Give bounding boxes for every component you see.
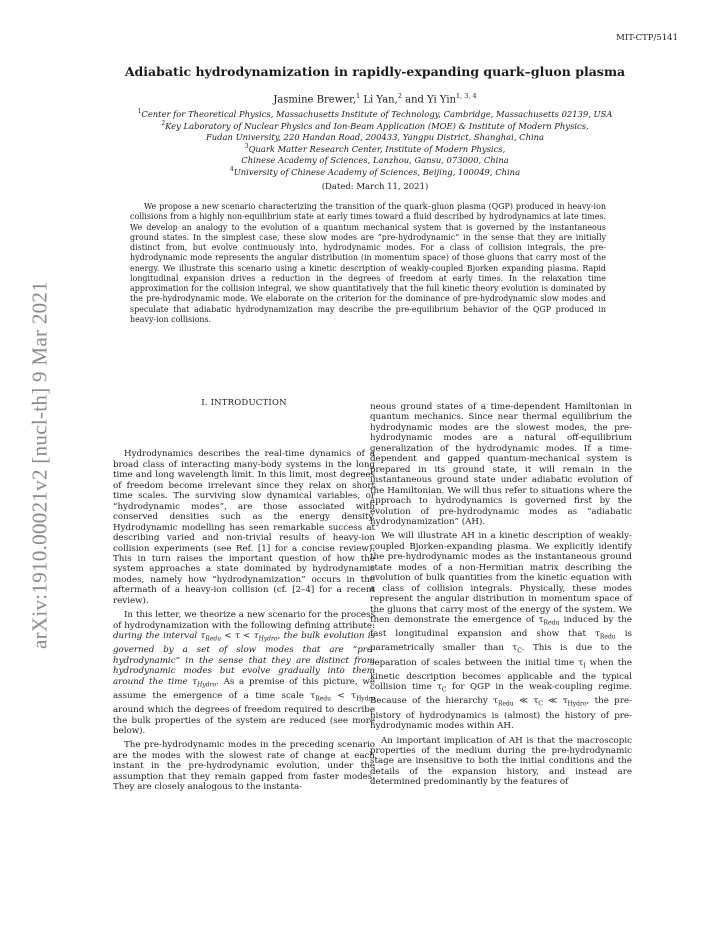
text-span: induced by the fast longitudinal expansion and show that τ bbox=[370, 615, 632, 640]
affiliation-line bbox=[95, 165, 655, 177]
affiliation-mark: 4 bbox=[229, 166, 234, 174]
text-span: , the bulk evolution is governed by a set of slow modes that are “pre-hydrodynamic” in the sense that they are distinct from hydrodynamic modes but evolve gradually into them around the time τ bbox=[113, 631, 375, 687]
author-name: and Yi Yin bbox=[405, 94, 456, 106]
affiliation-line bbox=[95, 107, 655, 119]
subscript: C bbox=[441, 687, 447, 694]
author-list bbox=[95, 92, 655, 105]
affiliation-text: Chinese Academy of Sciences, Lanzhou, Gansu, 073000, China bbox=[241, 154, 509, 165]
affiliation-text: Center for Theoretical Physics, Massachusetts Institute of Technology, Cambridge, Massachusetts 02139, USA bbox=[141, 108, 613, 119]
author-name: Jasmine Brewer, bbox=[273, 94, 357, 106]
subscript: C bbox=[517, 648, 522, 656]
paragraph bbox=[113, 610, 375, 736]
subscript: Hydro bbox=[197, 681, 217, 689]
text-span: ≪ τ bbox=[542, 696, 568, 707]
subscript: I bbox=[583, 662, 586, 670]
text-span: when the kinetic description becomes applicable and the typical collision time τ bbox=[370, 657, 632, 693]
right-column bbox=[370, 402, 632, 792]
subscript: Redu bbox=[315, 695, 331, 703]
text-span: In this letter, we theorize a new scenario for the process of hydrodynamization with the following defining attribute: bbox=[113, 610, 375, 631]
paragraph: The pre-hydrodynamic modes in the preceding scenario are the modes with the slowest rate of change at each instant in the pre-hydrodynamic evolution, under the assumption that they remain gapped from faster modes. They are closely analogous to the instanta- bbox=[113, 740, 375, 793]
subscript: Redu bbox=[543, 619, 560, 627]
subscript: C bbox=[538, 701, 543, 709]
text-span: is parametrically smaller than τ bbox=[370, 629, 632, 654]
subscript: Redu bbox=[497, 701, 514, 709]
affiliation-line bbox=[95, 119, 655, 131]
report-number: MIT-CTP/5141 bbox=[616, 33, 678, 43]
affiliation-mark: 1 bbox=[137, 108, 142, 115]
author-name: Li Yan, bbox=[363, 94, 398, 106]
paper-title: Adiabatic hydrodynamization in rapidly-expanding quark–gluon plasma bbox=[124, 64, 626, 79]
author-affiliation-mark: 2 bbox=[397, 92, 402, 100]
text-span: . As a premise of this picture, we assume the emergence of a time scale τ bbox=[113, 676, 376, 701]
paragraph: neous ground states of a time-dependent Hamiltonian in quantum mechanics. Since near thermal equilibrium the hydrodynamic modes are the slowest modes, the pre-hydrodynamic modes are a natural off-equilibrium generalization of the hydrodynamic modes. If a time-dependent and gapped quantum-mechanical system is prepared in its ground state, it will remain in the instantaneous ground state under adiabatic evolution of the Hamiltonian. We will thus refer to situations where the approach to hydrodynamics is governed first by the evolution of pre-hydrodynamic modes as “adiabatic hydrodynamization” (AH). bbox=[370, 402, 632, 527]
author-affiliation-mark: 1, 3, 4 bbox=[456, 92, 477, 100]
subscript: Redu bbox=[599, 633, 616, 641]
dated-line: (Dated: March 11, 2021) bbox=[321, 182, 429, 192]
subscript: Hydro bbox=[356, 695, 376, 703]
affiliation-line bbox=[95, 132, 655, 143]
subscript: Hydro bbox=[258, 635, 278, 643]
text-span: during the interval τ bbox=[113, 631, 206, 642]
text-span: . This is due to the separation of scales between the initial time τ bbox=[370, 643, 632, 668]
affiliation-text: Key Laboratory of Nuclear Physics and Ion-Beam Application (MOE) & Institute of Modern Physics, bbox=[165, 121, 589, 132]
text-span: We will illustrate AH in a kinetic description of weakly-coupled Bjorken-expanding plasma. We explicitly identify the pre-hydrodynamic modes as the instantaneous ground state modes of a non-Hermitian matrix describing the evolution of bulk quantities from the kinetic equation with a class of collision integrals. Physically, these modes represent the angular distribution in momentum space of the gluons that carry most of the energy of the system. We then demonstrate the emergence of τ bbox=[370, 531, 632, 626]
affiliation-mark: 2 bbox=[161, 120, 166, 128]
text-span: < τ < τ bbox=[221, 631, 259, 642]
paragraph: An important implication of AH is that the macroscopic properties of the medium during the pre-hydrodynamic stage are insensitive to both the initial conditions and the details of the expansion history, and instead are determined predominantly by the features of bbox=[370, 735, 632, 788]
affiliation-line bbox=[95, 155, 655, 166]
abstract: We propose a new scenario characterizing the transition of the quark–gluon plasma (QGP) produced in heavy-ion collisions from a highly non-equilibrium state at early times toward a fluid described by hydrodynamics at late times. We develop an analogy to the evolution of a quantum mechanical system that is governed by the instantaneous ground states. In the simplest case, these slow modes are “pre-hydrodynamic” in the sense that they are initially distinct from, but evolve continuously into, hydrodynamic modes. For a class of collision integrals, the pre-hydrodynamic mode represents the angular distribution (in momentum space) of those gluons that carry most of the energy. We illustrate this scenario using a kinetic description of weakly-coupled Bjorken expanding plasma. Rapid longitudinal expansion drives a reduction in the degrees of freedom at early times. In the relaxation time approximation for the collision integral, we show quantitatively that the full kinetic theory evolution is dominated by the pre-hydrodynamic mode. We elaborate on the criterion for the dominance of pre-hydrodynamic slow modes and speculate that adiabatic hydrodynamization may describe the pre-equilibrium behavior of the QGP produced in heavy-ion collisions. bbox=[130, 202, 606, 324]
left-column bbox=[113, 398, 375, 797]
affiliation-text: Quark Matter Research Center, Institute of Modern Physics, bbox=[248, 144, 506, 155]
section-heading: I. INTRODUCTION bbox=[201, 398, 287, 408]
subscript: Hydro bbox=[567, 701, 587, 709]
affiliation-text: University of Chinese Academy of Sciences, Beijing, 100049, China bbox=[233, 167, 521, 178]
text-span: around which the degrees of freedom required to describe the bulk properties of the system are reduced (see more below). bbox=[113, 705, 375, 736]
author-affiliation-mark: 1 bbox=[356, 92, 361, 100]
text-span: < τ bbox=[330, 690, 357, 701]
paragraph bbox=[370, 531, 632, 731]
subscript: Redu bbox=[205, 635, 222, 643]
affiliation-mark: 3 bbox=[244, 143, 249, 151]
affiliation-line bbox=[95, 142, 655, 154]
affiliation-list bbox=[95, 107, 655, 178]
arxiv-identifier: arXiv:1910.00021v2 [nucl-th] 9 Mar 2021 bbox=[27, 280, 52, 650]
affiliation-text: Fudan University, 220 Handan Road, 200433, Yangpu District, Shanghai, China bbox=[205, 131, 545, 142]
text-span: ≪ τ bbox=[513, 696, 539, 707]
text-span: for QGP in the weak-coupling regime. Because of the hierarchy τ bbox=[370, 682, 632, 707]
paragraph: Hydrodynamics describes the real-time dynamics of a broad class of interacting many-body systems in the long time and long wavelength limit. In this limit, most degrees of freedom become irrelevant since they relax on short time scales. The surviving slow dynamical variables, or “hydrodynamic modes”, are those associated with conserved densities such as the energy density. Hydrodynamic modelling has seen remarkable success at describing varied and non-trivial results of heavy-ion collision experiments (see Ref. [1] for a concise review). This in turn raises the important question of how the system approaches a state dominated by hydrodynamic modes, namely how “hydrodynamization” occurs in the aftermath of a heavy-ion collision (cf. [2–4] for a recent review). bbox=[113, 449, 375, 606]
text-span: , the pre-history of hydrodynamics is (almost) the history of pre-hydrodynamic modes within AH. bbox=[370, 696, 632, 732]
